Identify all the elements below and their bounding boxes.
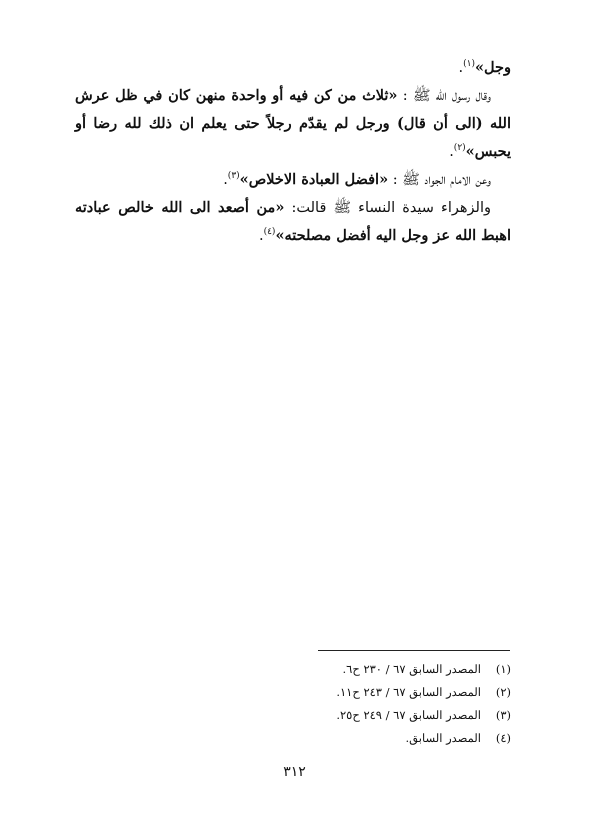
footnote-3 bbox=[200, 704, 511, 727]
period: . bbox=[449, 144, 454, 160]
footnote-text: المصدر السابق. bbox=[405, 731, 481, 745]
paragraph-intro: وعن الامام الجواد ﷺ : bbox=[388, 172, 491, 188]
period: . bbox=[458, 60, 464, 76]
hadith-quote: «ثلاث من كن فيه أو واحدة منهن كان في ظل عرش الله (الى أن قال) ورجل لم يقدّم رجلاً حتى يعلم ان ذلك لله رضا أو يحبس» bbox=[75, 87, 511, 160]
footnote-text: المصدر السابق ٦٧ / ٢٤٣ ح١١. bbox=[336, 685, 481, 699]
quote-fragment: وجل» bbox=[474, 59, 511, 76]
footnote-number: (١) bbox=[495, 662, 511, 676]
hadith-quote: «افضل العبادة الاخلاص» bbox=[239, 171, 389, 188]
hadith-quote: «من أصعد الى الله خالص عبادته اهبط الله عز وجل اليه أفضل مصلحته» bbox=[75, 199, 511, 244]
paragraph-intro: وقال رسول الله ﷺ : bbox=[397, 88, 491, 104]
footnote-divider bbox=[318, 650, 510, 651]
footnotes bbox=[200, 658, 511, 750]
footnote-4 bbox=[200, 727, 511, 750]
paragraph-3 bbox=[75, 166, 511, 194]
footnote-ref-4: (٤) bbox=[263, 227, 276, 238]
footnote-number: (٤) bbox=[495, 731, 511, 745]
paragraph-1 bbox=[75, 54, 511, 82]
footnote-number: (٣) bbox=[495, 708, 511, 722]
paragraph-2 bbox=[75, 82, 511, 166]
page-number: ٣١٢ bbox=[283, 764, 306, 780]
footnote-text: المصدر السابق ٦٧ / ٢٣٠ ح٦. bbox=[342, 662, 481, 676]
period: . bbox=[223, 172, 228, 188]
period: . bbox=[258, 228, 264, 244]
footnote-number: (٢) bbox=[495, 685, 511, 699]
footnote-ref-3: (٣) bbox=[227, 171, 240, 182]
footnote-2 bbox=[200, 681, 511, 704]
footnote-ref-2: (٢) bbox=[453, 143, 466, 154]
footnote-text: المصدر السابق ٦٧ / ٢٤٩ ح٢٥. bbox=[336, 708, 481, 722]
main-text bbox=[75, 54, 511, 250]
paragraph-intro: والزهراء سيدة النساء ﷺ قالت: bbox=[284, 200, 492, 216]
footnote-ref-1: (١) bbox=[463, 59, 475, 70]
footnote-1 bbox=[200, 658, 511, 681]
paragraph-4 bbox=[75, 194, 511, 250]
